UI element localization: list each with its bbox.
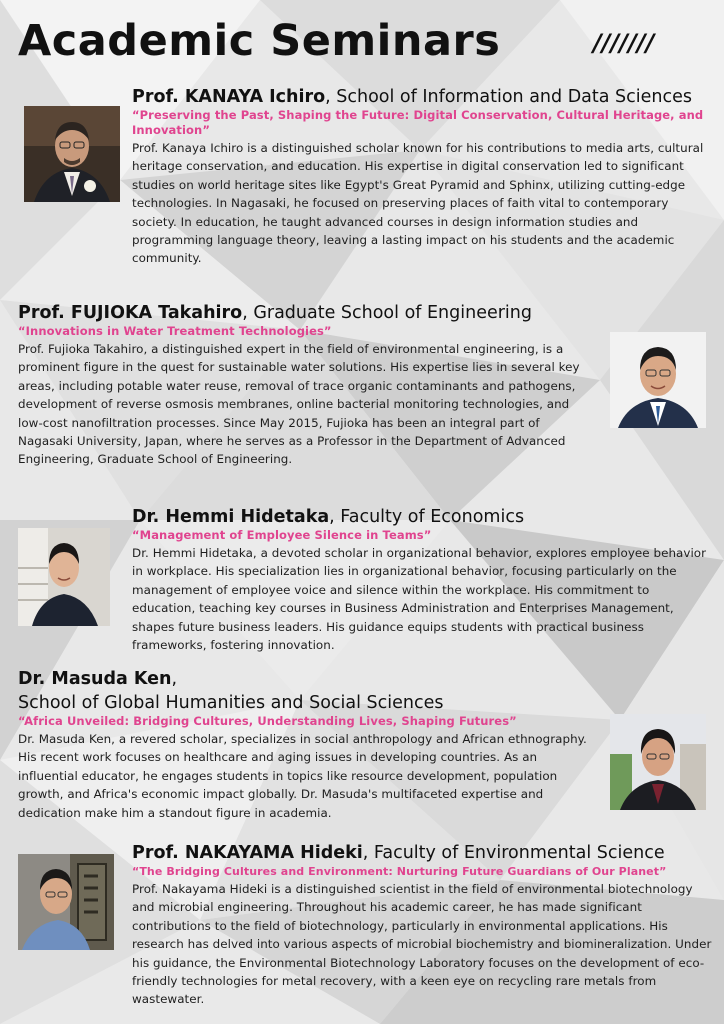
slash-decoration: /////// <box>593 29 655 57</box>
speaker-photo-fujioka <box>610 332 706 428</box>
speaker-photo-kanaya <box>24 106 120 202</box>
speaker-name-line <box>132 506 714 528</box>
speaker-affiliation-line: School of Global Humanities and Social Sciences <box>18 693 444 713</box>
speaker-photo-masuda <box>610 714 706 810</box>
page-title: Academic Seminars <box>18 16 501 66</box>
speaker-affiliation: , Faculty of Environmental Science <box>362 843 665 863</box>
speaker-name: Prof. FUJIOKA Takahiro <box>18 303 243 323</box>
speaker-affiliation: , Faculty of Economics <box>329 507 525 527</box>
speaker-masuda <box>18 668 594 822</box>
speaker-affiliation: , <box>171 669 178 689</box>
seminar-topic: “Management of Employee Silence in Teams” <box>132 528 432 542</box>
speaker-bio: Prof. Kanaya Ichiro is a distinguished scholar known for his contributions to media arts, cultural heritage conservation, and education. His expertise in digital conservation led to significant studies on world heritage sites like Egypt's Great Pyramid and Sphinx, utilizing cutting-edge technologies. In Nagasaki, he focused on preserving places of faith vital to contemporary society. In education, he taught advanced courses in design information studies and programming language theory, leaving a lasting impact on his students and the academic community. <box>132 141 704 266</box>
speaker-nakayama <box>132 842 716 1009</box>
speaker-name: Dr. Masuda Ken <box>18 669 172 689</box>
speaker-bio: Dr. Hemmi Hidetaka, a devoted scholar in organizational behavior, explores employee behavior in workplace. His specialization lies in organizational behavior, focusing particularly on the management of employee voice and silence within the workplace. His commitment to education, teaching key courses in Business Administration and Enterprises Management, shapes future business leaders. His guidance equips students with practical business frameworks, fostering innovation. <box>132 546 707 653</box>
seminar-topic: “Innovations in Water Treatment Technologies” <box>18 324 332 338</box>
speaker-bio: Prof. Nakayama Hideki is a distinguished scientist in the field of environmental biotechnology and microbial engineering. Throughout his academic career, he has made significant contributions to the field of biotechnology, particularly in environmental applications. His research has delved into various aspects of microbial biochemistry and biomineralization. Under his guidance, the Environmental Biotechnology Laboratory focuses on the development of eco-friendly technologies for metal recovery, with a keen eye on recycling rare metals from wastewater. <box>132 882 712 1007</box>
speaker-kanaya <box>132 86 714 268</box>
speaker-name-line <box>132 842 716 864</box>
speaker-bio: Prof. Fujioka Takahiro, a distinguished expert in the field of environmental engineering, is a prominent figure in the quest for sustainable water solutions. His expertise lies in several key areas, including potable water reuse, removal of trace organic contaminants and pathogens, development of reverse osmosis membranes, online bacterial monitoring technologies, and low-cost nanofiltration processes. Since May 2015, Fujioka has been an integral part of Nagasaki University, Japan, where he serves as a Professor in the Department of Advanced Engineering, Graduate School of Engineering. <box>18 342 580 467</box>
speaker-name-line <box>18 302 596 324</box>
speaker-affiliation: , School of Information and Data Sciences <box>325 87 692 107</box>
speaker-name-line <box>18 668 594 690</box>
speaker-bio: Dr. Masuda Ken, a revered scholar, specializes in social anthropology and African ethnography. His recent work focuses on healthcare and aging issues in developing countries. As an influential educator, he engages students in topics like resource development, population growth, and Africa's economic impact globally. Dr. Masuda's multifaceted expertise and dedication make him a standout figure in academia. <box>18 732 587 820</box>
speaker-hemmi <box>132 506 714 654</box>
seminar-topic: “Preserving the Past, Shaping the Future: Digital Conservation, Cultural Heritage, and Innovation” <box>132 108 704 137</box>
speaker-name: Dr. Hemmi Hidetaka <box>132 507 330 527</box>
speaker-affiliation: , Graduate School of Engineering <box>242 303 532 323</box>
speaker-photo-nakayama <box>18 854 114 950</box>
speaker-fujioka <box>18 302 596 469</box>
seminar-topic: “The Bridging Cultures and Environment: Nurturing Future Guardians of Our Planet” <box>132 865 667 878</box>
seminar-topic: “Africa Unveiled: Bridging Cultures, Understanding Lives, Shaping Futures” <box>18 714 517 728</box>
speaker-name-line <box>132 86 714 108</box>
speaker-name: Prof. KANAYA Ichiro <box>132 87 326 107</box>
speaker-name: Prof. NAKAYAMA Hideki <box>132 843 363 863</box>
speaker-photo-hemmi <box>18 528 110 626</box>
